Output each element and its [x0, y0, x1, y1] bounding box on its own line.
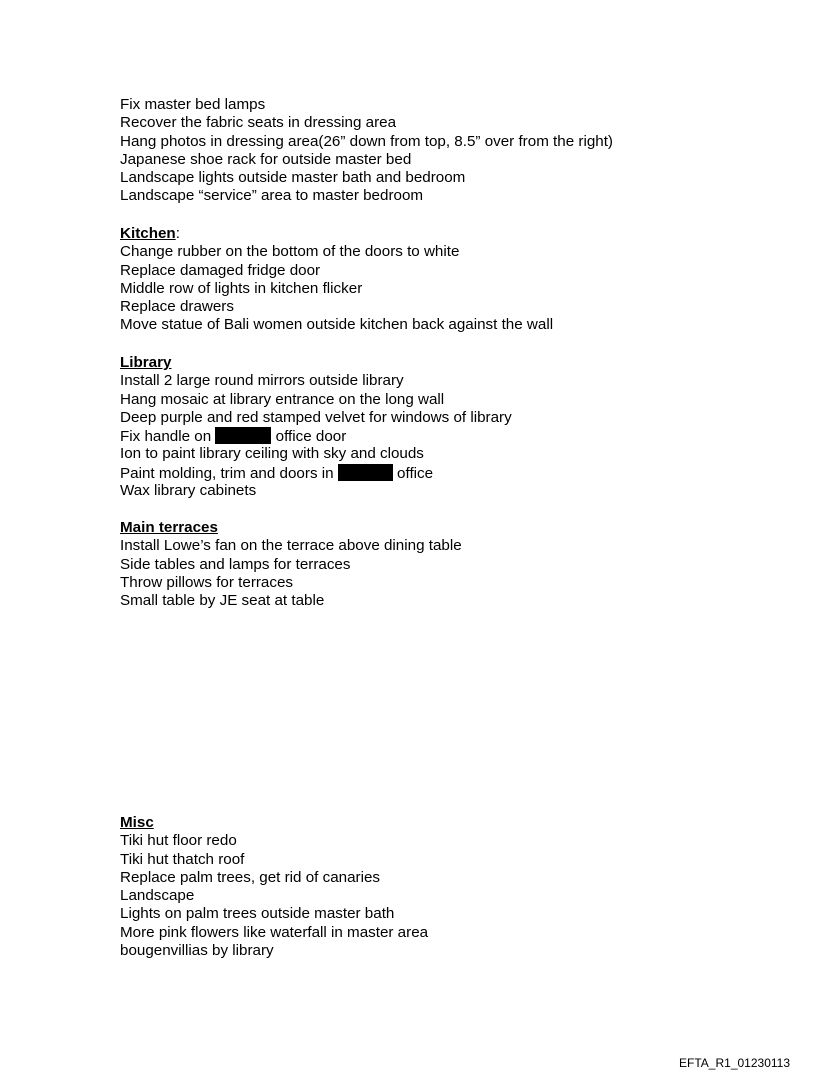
list-item: [120, 427, 760, 445]
list-item: Recover the fabric seats in dressing area: [120, 114, 397, 132]
list-item: Lights on palm trees outside master bath: [120, 905, 395, 923]
list-item: Deep purple and red stamped velvet for windows of library: [120, 408, 512, 426]
list-item: Side tables and lamps for terraces: [120, 555, 351, 573]
list-item: Landscape “service” area to master bedroom: [120, 187, 424, 205]
fix-handle-text: Fix handle on: [120, 428, 212, 446]
kitchen-section: [120, 225, 760, 335]
misc-heading: Misc: [120, 814, 154, 831]
redaction-box: [338, 464, 393, 481]
list-item: Change rubber on the bottom of the doors to white: [120, 243, 460, 261]
paint-molding-text: Paint molding, trim and doors in: [120, 464, 334, 482]
list-item: Landscape lights outside master bath and bedroom: [120, 169, 466, 187]
list-item: Replace palm trees, get rid of canaries: [120, 868, 381, 886]
paint-molding-text-after: office: [397, 464, 434, 482]
list-item: Japanese shoe rack for outside master bed: [120, 150, 412, 168]
main-terraces-section: [120, 519, 760, 610]
library-section: [120, 354, 760, 500]
kitchen-heading: Kitchen: [120, 225, 176, 242]
list-item: Replace damaged fridge door: [120, 261, 321, 279]
list-item: Throw pillows for terraces: [120, 573, 294, 591]
kitchen-heading-line: [120, 225, 760, 243]
list-item: More pink flowers like waterfall in master area: [120, 923, 429, 941]
list-item: Install 2 large round mirrors outside library: [120, 372, 404, 390]
list-item: Ion to paint library ceiling with sky and clouds: [120, 445, 424, 463]
list-item: Hang mosaic at library entrance on the long wall: [120, 390, 445, 408]
list-item: Wax library cabinets: [120, 482, 257, 500]
list-item: Move statue of Bali women outside kitchen back against the wall: [120, 316, 554, 334]
list-item: Landscape: [120, 887, 195, 905]
fix-handle-text-after: office door: [275, 428, 347, 446]
list-item: Small table by JE seat at table: [120, 592, 325, 610]
list-item: Tiki hut thatch roof: [120, 850, 245, 868]
misc-section: [120, 814, 760, 960]
main-terraces-heading: Main terraces: [120, 519, 218, 536]
list-item: Replace drawers: [120, 298, 234, 316]
library-heading: Library: [120, 354, 172, 371]
list-item: Install Lowe’s fan on the terrace above dining table: [120, 537, 462, 555]
list-item: Fix master bed lamps: [120, 96, 266, 113]
top-items-list: [120, 96, 760, 206]
document-id: EFTA_R1_01230113: [679, 1056, 790, 1070]
redaction-box: [215, 427, 271, 444]
list-item: Middle row of lights in kitchen flicker: [120, 279, 363, 297]
list-item: [120, 464, 760, 482]
list-item: Tiki hut floor redo: [120, 832, 237, 850]
kitchen-heading-colon: :: [175, 225, 180, 242]
list-item: Hang photos in dressing area(26” down from top, 8.5” over from the right): [120, 132, 613, 150]
list-item: bougenvillias by library: [120, 942, 274, 960]
